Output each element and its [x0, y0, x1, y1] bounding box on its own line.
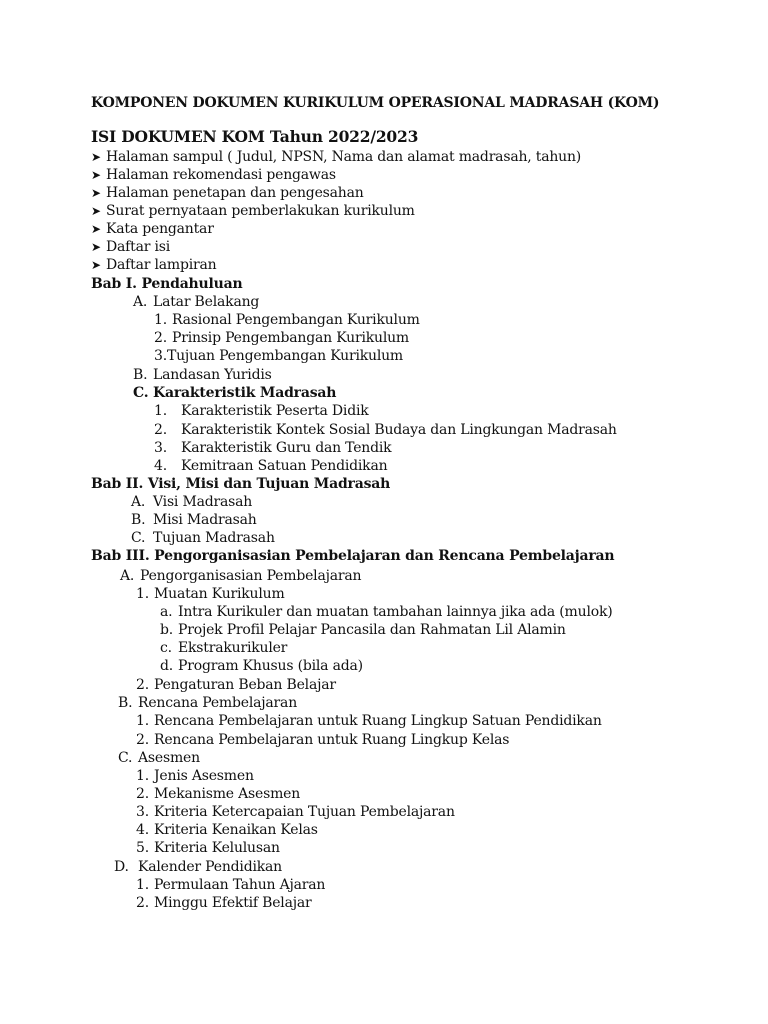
arrow-bullet-icon: ➤ [91, 186, 101, 200]
outline-item: 2. Mekanisme Asesmen [136, 786, 301, 802]
outline-item: D. Kalender Pendidikan [114, 859, 282, 875]
arrow-bullet-icon: ➤ [91, 222, 101, 236]
outline-item: A. Latar Belakang [133, 294, 260, 310]
outline-item: c. Ekstrakurikuler [160, 640, 288, 656]
outline-item: 2. Minggu Efektif Belajar [136, 895, 312, 911]
arrow-bullet-icon: ➤ [91, 150, 101, 164]
checklist-item: ➤ Surat pernyataan pemberlakukan kurikulum [91, 203, 415, 219]
outline-item: 2. Pengaturan Beban Belajar [136, 677, 336, 693]
document-title: KOMPONEN DOKUMEN KURIKULUM OPERASIONAL MADRASAH (KOM) [91, 95, 660, 111]
outline-item: 1. Permulaan Tahun Ajaran [136, 877, 326, 893]
checklist-item: ➤ Halaman rekomendasi pengawas [91, 167, 336, 183]
outline-item: 1. Rasional Pengembangan Kurikulum [154, 312, 420, 328]
outline-item: 4. Kriteria Kenaikan Kelas [136, 822, 318, 838]
arrow-bullet-icon: ➤ [91, 240, 101, 254]
checklist-item: ➤ Daftar lampiran [91, 257, 217, 273]
outline-item: a. Intra Kurikuler dan muatan tambahan lainnya jika ada (mulok) [160, 604, 613, 620]
outline-item: 2. Karakteristik Kontek Sosial Budaya dan Lingkungan Madrasah [154, 422, 617, 438]
outline-item: 3.Tujuan Pengembangan Kurikulum [154, 348, 404, 364]
arrow-bullet-icon: ➤ [91, 204, 101, 218]
checklist-item: ➤ Halaman penetapan dan pengesahan [91, 185, 364, 201]
outline-item: 3. Karakteristik Guru dan Tendik [154, 440, 392, 456]
outline-item: 1. Jenis Asesmen [136, 768, 254, 784]
outline-item: 1. Rencana Pembelajaran untuk Ruang Lingkup Satuan Pendidikan [136, 713, 602, 729]
outline-item: 5. Kriteria Kelulusan [136, 840, 280, 856]
outline-item: 1. Karakteristik Peserta Didik [154, 403, 369, 419]
checklist-item: ➤ Daftar isi [91, 239, 171, 255]
chapter-heading: Bab II. Visi, Misi dan Tujuan Madrasah [91, 476, 391, 492]
outline-item: 1. Muatan Kurikulum [136, 586, 285, 602]
outline-item: B. Rencana Pembelajaran [118, 695, 298, 711]
checklist-item: ➤ Halaman sampul ( Judul, NPSN, Nama dan alamat madrasah, tahun) [91, 149, 582, 165]
outline-item: C. Karakteristik Madrasah [133, 385, 337, 401]
arrow-bullet-icon: ➤ [91, 258, 101, 272]
outline-item: b. Projek Profil Pelajar Pancasila dan Rahmatan Lil Alamin [160, 622, 566, 638]
checklist-item: ➤ Kata pengantar [91, 221, 214, 237]
outline-item: 2. Rencana Pembelajaran untuk Ruang Lingkup Kelas [136, 732, 510, 748]
outline-item: 3. Kriteria Ketercapaian Tujuan Pembelajaran [136, 804, 455, 820]
outline-item: B. Misi Madrasah [131, 512, 257, 528]
outline-item: A. Pengorganisasian Pembelajaran [120, 568, 362, 584]
section-heading-isi: ISI DOKUMEN KOM Tahun 2022/2023 [91, 127, 419, 146]
outline-item: 2. Prinsip Pengembangan Kurikulum [154, 330, 410, 346]
chapter-heading: Bab III. Pengorganisasian Pembelajaran dan Rencana Pembelajaran [91, 548, 615, 564]
outline-item: C. Tujuan Madrasah [131, 530, 275, 546]
arrow-bullet-icon: ➤ [91, 168, 101, 182]
outline-item: 4. Kemitraan Satuan Pendidikan [154, 458, 388, 474]
outline-item: d. Program Khusus (bila ada) [160, 658, 363, 674]
chapter-heading: Bab I. Pendahuluan [91, 276, 243, 292]
outline-item: C. Asesmen [118, 750, 200, 766]
outline-item: A. Visi Madrasah [131, 494, 253, 510]
outline-item: B. Landasan Yuridis [133, 367, 272, 383]
